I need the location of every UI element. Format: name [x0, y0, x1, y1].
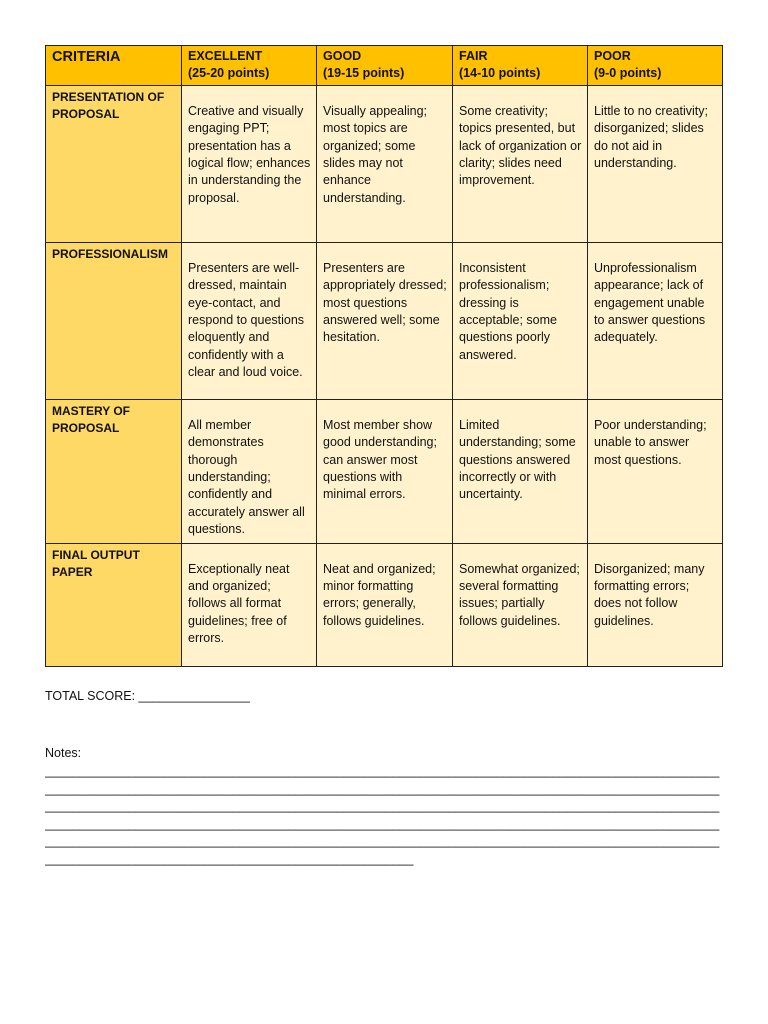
header-poor — [588, 46, 723, 86]
header-good — [317, 46, 453, 86]
fair-description: Inconsistent professionalism; dressing is acceptable; some questions poorly answered. — [459, 260, 557, 362]
header-excellent-label: EXCELLENT — [188, 49, 263, 63]
rubric-header-row — [46, 46, 723, 86]
good-cell — [317, 399, 453, 543]
excellent-description: Exceptionally neat and organized; follows all format guidelines; free of errors. — [188, 561, 290, 646]
header-good-points: (19-15 points) — [323, 66, 405, 81]
excellent-cell — [182, 242, 317, 399]
notes-blank-lines: __________________________________________________________________________________________________________________________________________________________________________________________________________________________________________________________________________________________________________________________________________________________________________________________________________________________________________________________________________________________________________________________________________________________ — [45, 764, 720, 866]
good-cell — [317, 85, 453, 242]
poor-description: Unprofessionalism appearance; lack of engagement unable to answer questions adequately. — [594, 260, 706, 345]
header-criteria-label: CRITERIA — [52, 49, 121, 65]
rubric-row-professionalism — [46, 242, 723, 399]
poor-cell — [588, 399, 723, 543]
poor-cell — [588, 543, 723, 666]
excellent-description: Presenters are well-dressed, maintain eye-contact, and respond to questions eloquently and confidently with a clear and loud voice. — [188, 260, 305, 380]
excellent-cell — [182, 85, 317, 242]
fair-cell — [453, 85, 588, 242]
good-cell — [317, 543, 453, 666]
header-good-label: GOOD — [323, 49, 362, 63]
rubric-table — [45, 45, 723, 667]
criterion-cell: PROFESSIONALISM — [46, 242, 182, 399]
header-criteria — [46, 46, 182, 86]
poor-description: Poor understanding; unable to answer most questions. — [594, 417, 707, 467]
header-poor-label: POOR — [594, 49, 631, 63]
header-fair — [453, 46, 588, 86]
fair-description: Some creativity; topics presented, but lack of organization or clarity; slides need improvement. — [459, 103, 582, 188]
total-score-line: TOTAL SCORE: ________________ — [45, 689, 250, 703]
header-poor-points: (9-0 points) — [594, 66, 662, 81]
fair-cell — [453, 399, 588, 543]
criterion-cell: MASTERY OF PROPOSAL — [46, 399, 182, 543]
criterion-cell: FINAL OUTPUT PAPER — [46, 543, 182, 666]
good-description: Neat and organized; minor formatting errors; generally, follows guidelines. — [323, 561, 436, 628]
good-description: Visually appealing; most topics are organized; some slides may not enhance understanding. — [323, 103, 428, 205]
rubric-row-mastery — [46, 399, 723, 543]
fair-cell — [453, 543, 588, 666]
fair-description: Limited understanding; some questions answered incorrectly or with uncertainty. — [459, 417, 576, 502]
header-excellent — [182, 46, 317, 86]
rubric-row-final-output — [46, 543, 723, 666]
poor-cell — [588, 85, 723, 242]
good-description: Most member show good understanding; can answer most questions with minimal errors. — [323, 417, 437, 502]
fair-cell — [453, 242, 588, 399]
poor-description: Disorganized; many formatting errors; does not follow guidelines. — [594, 561, 705, 628]
good-cell — [317, 242, 453, 399]
notes-label: Notes: — [45, 746, 82, 760]
excellent-cell — [182, 399, 317, 543]
rubric-row-presentation — [46, 85, 723, 242]
excellent-cell — [182, 543, 317, 666]
header-excellent-points: (25-20 points) — [188, 66, 270, 81]
good-description: Presenters are appropriately dressed; most questions answered well; some hesitation. — [323, 260, 447, 345]
poor-description: Little to no creativity; disorganized; slides do not aid in understanding. — [594, 103, 708, 171]
header-fair-points: (14-10 points) — [459, 66, 541, 81]
criterion-cell: PRESENTATION OF PROPOSAL — [46, 85, 182, 242]
excellent-description: Creative and visually engaging PPT; presentation has a logical flow; enhances in understanding the proposal. — [188, 103, 311, 205]
excellent-description: All member demonstrates thorough understanding; confidently and accurately answer all questions. — [188, 417, 305, 537]
header-fair-label: FAIR — [459, 49, 488, 63]
poor-cell — [588, 242, 723, 399]
fair-description: Somewhat organized; several formatting issues; partially follows guidelines. — [459, 561, 580, 628]
